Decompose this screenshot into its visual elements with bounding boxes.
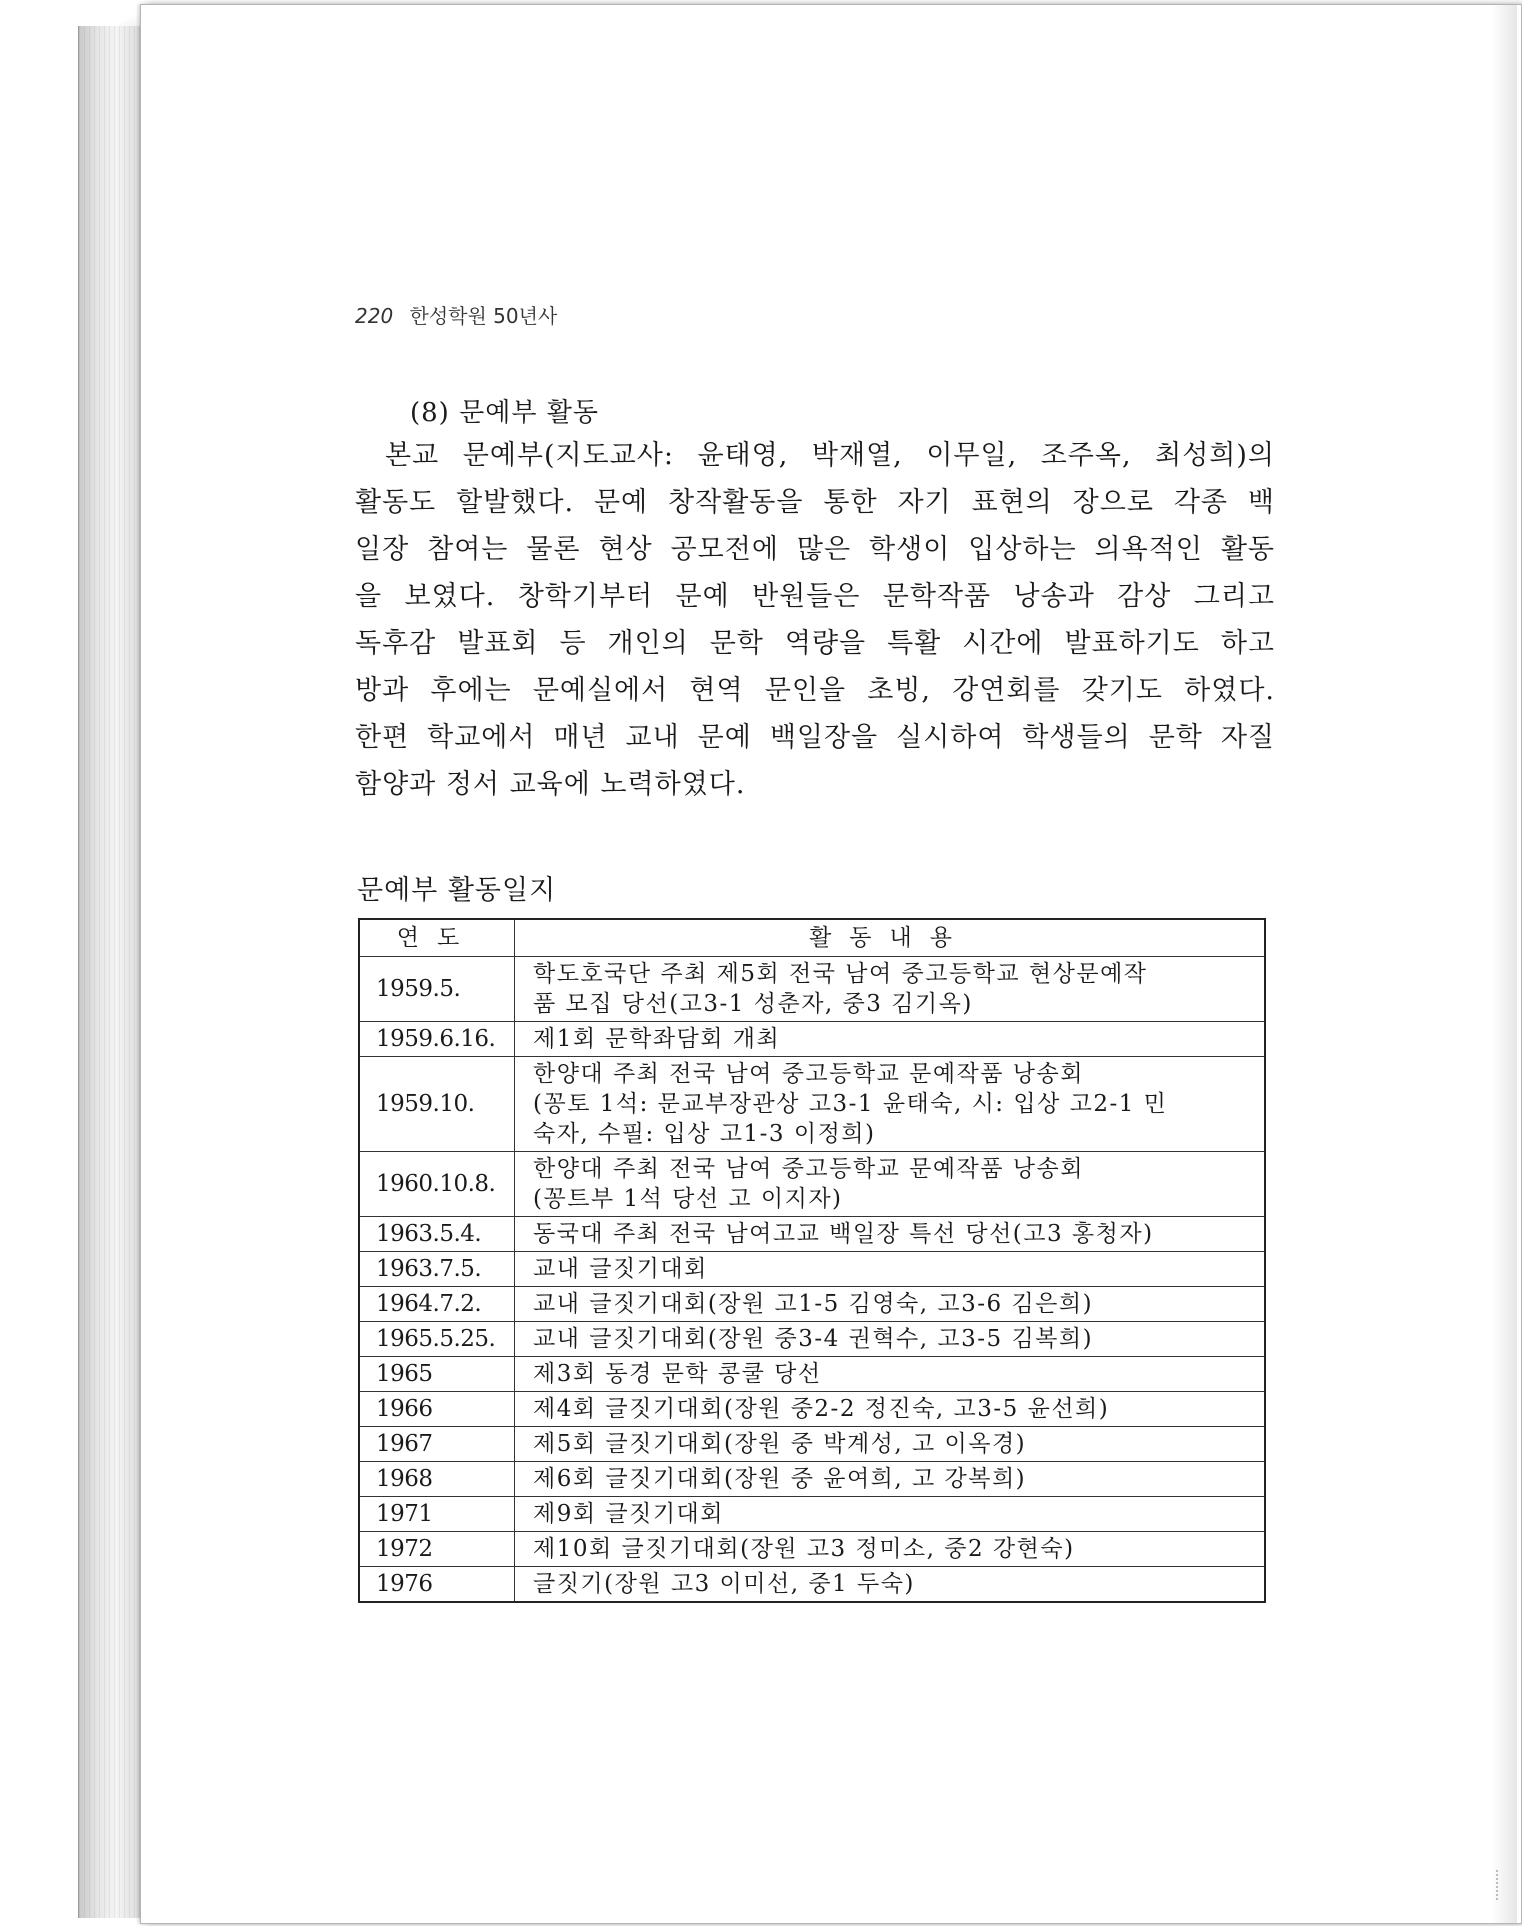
- year-cell: 1959.6.16.: [359, 1022, 515, 1057]
- activity-cell: [515, 1497, 1266, 1532]
- activity-cell: [515, 1152, 1266, 1217]
- year-cell: 1965: [359, 1357, 515, 1392]
- activity-line: 숙자, 수필: 입상 고1-3 이정희): [533, 1121, 876, 1147]
- year-cell: 1959.5.: [359, 957, 515, 1022]
- activity-line: 동국대 주최 전국 남여고교 백일장 특선 당선(고3 홍청자): [533, 1221, 1154, 1247]
- activity-cell: [515, 1567, 1266, 1603]
- activity-cell: [515, 1532, 1266, 1567]
- activity-line: 교내 글짓기대회(장원 고1-5 김영숙, 고3-6 김은희): [533, 1291, 1094, 1317]
- year-cell: 1964.7.2.: [359, 1287, 515, 1322]
- table-row: [359, 1357, 1265, 1392]
- activity-cell: [515, 957, 1266, 1022]
- year-cell: 1976: [359, 1567, 515, 1603]
- table-row: [359, 1152, 1265, 1217]
- activity-cell: [515, 1462, 1266, 1497]
- scan-artifact: [1496, 1870, 1502, 1900]
- activity-cell: [515, 1057, 1266, 1152]
- table-row: [359, 957, 1265, 1022]
- table-row: [359, 1427, 1265, 1462]
- activity-line: (꽁토 1석: 문교부장관상 고3-1 윤태숙, 시: 입상 고2-1 민: [533, 1091, 1168, 1117]
- table-row: [359, 1322, 1265, 1357]
- table-caption: 문예부 활동일지: [357, 875, 557, 906]
- year-cell: 1966: [359, 1392, 515, 1427]
- activity-cell: [515, 1322, 1266, 1357]
- table-row: [359, 1462, 1265, 1497]
- activity-line: 글짓기(장원 고3 이미선, 중1 두숙): [533, 1571, 915, 1597]
- year-cell: 1971: [359, 1497, 515, 1532]
- activity-log-table: [358, 918, 1266, 1603]
- table-row: [359, 1392, 1265, 1427]
- paragraph-line: 한편 학교에서 매년 교내 문예 백일장을 실시하여 학생들의 문학 자질: [355, 722, 1275, 753]
- activity-line: 제1회 문학좌담회 개최: [533, 1026, 781, 1052]
- table-row: [359, 1532, 1265, 1567]
- header-year: 연도: [359, 919, 515, 957]
- activity-cell: [515, 1357, 1266, 1392]
- body-paragraph: [355, 432, 1275, 808]
- table-row: [359, 1252, 1265, 1287]
- year-cell: 1972: [359, 1532, 515, 1567]
- running-head: [355, 300, 557, 329]
- book-title: 한성학원 50년사: [409, 304, 558, 328]
- year-cell: 1968: [359, 1462, 515, 1497]
- table-row: [359, 1497, 1265, 1532]
- activity-cell: [515, 1252, 1266, 1287]
- activity-line: 제3회 동경 문학 콩쿨 당선: [533, 1361, 822, 1387]
- paragraph-line: 일장 참여는 물론 현상 공모전에 많은 학생이 입상하는 의욕적인 활동: [355, 534, 1275, 565]
- paragraph-line: 본교 문예부(지도교사: 윤태영, 박재열, 이무일, 조주옥, 최성희)의: [385, 440, 1275, 471]
- table-header-row: [359, 919, 1265, 957]
- page-fold-shadow: [1491, 5, 1517, 1923]
- paragraph-line: 을 보였다. 창학기부터 문예 반원들은 문학작품 낭송과 감상 그리고: [355, 581, 1275, 612]
- activity-line: 제4회 글짓기대회(장원 중2-2 정진숙, 고3-5 윤선희): [533, 1396, 1110, 1422]
- activity-line: 제5회 글짓기대회(장원 중 박계성, 고 이옥경): [533, 1431, 1027, 1457]
- activity-line: 제6회 글짓기대회(장원 중 윤여희, 고 강복희): [533, 1466, 1027, 1492]
- activity-cell: [515, 1427, 1266, 1462]
- activity-line: 품 모집 당선(고3-1 성춘자, 중3 김기옥): [533, 991, 973, 1017]
- table-row: [359, 1287, 1265, 1322]
- table-row: [359, 1567, 1265, 1603]
- paragraph-line: 방과 후에는 문예실에서 현역 문인을 초빙, 강연회를 갖기도 하였다.: [355, 675, 1275, 706]
- section-heading: (8) 문예부 활동: [410, 398, 599, 428]
- year-cell: 1967: [359, 1427, 515, 1462]
- table-body: [359, 957, 1265, 1603]
- activity-line: 학도호국단 주최 제5회 전국 남여 중고등학교 현상문예작: [533, 961, 1148, 987]
- activity-cell: [515, 1392, 1266, 1427]
- table-row: [359, 1057, 1265, 1152]
- page-number: 220: [355, 304, 394, 328]
- year-cell: 1960.10.8.: [359, 1152, 515, 1217]
- activity-line: (꽁트부 1석 당선 고 이지자): [533, 1186, 843, 1212]
- table-row: [359, 1217, 1265, 1252]
- table-row: [359, 1022, 1265, 1057]
- activity-line: 교내 글짓기대회(장원 중3-4 권혁수, 고3-5 김복희): [533, 1326, 1094, 1352]
- year-cell: 1963.7.5.: [359, 1252, 515, 1287]
- activity-line: 교내 글짓기대회: [533, 1256, 708, 1282]
- year-cell: 1959.10.: [359, 1057, 515, 1152]
- activity-cell: [515, 1217, 1266, 1252]
- activity-line: 제10회 글짓기대회(장원 고3 정미소, 중2 강현숙): [533, 1536, 1075, 1562]
- book-spine: [78, 26, 141, 1918]
- year-cell: 1965.5.25.: [359, 1322, 515, 1357]
- activity-line: 제9회 글짓기대회: [533, 1501, 724, 1527]
- activity-cell: [515, 1022, 1266, 1057]
- activity-line: 한양대 주최 전국 남여 중고등학교 문예작품 낭송회: [533, 1061, 1084, 1087]
- activity-cell: [515, 1287, 1266, 1322]
- activity-line: 한양대 주최 전국 남여 중고등학교 문예작품 낭송회: [533, 1156, 1084, 1182]
- paragraph-line: 독후감 발표회 등 개인의 문학 역량을 특활 시간에 발표하기도 하고: [355, 628, 1275, 659]
- year-cell: 1963.5.4.: [359, 1217, 515, 1252]
- paragraph-line: 활동도 할발했다. 문예 창작활동을 통한 자기 표현의 장으로 각종 백: [355, 487, 1275, 518]
- paragraph-line: 함양과 정서 교육에 노력하였다.: [355, 769, 746, 800]
- header-activity: 활동내용: [515, 919, 1266, 957]
